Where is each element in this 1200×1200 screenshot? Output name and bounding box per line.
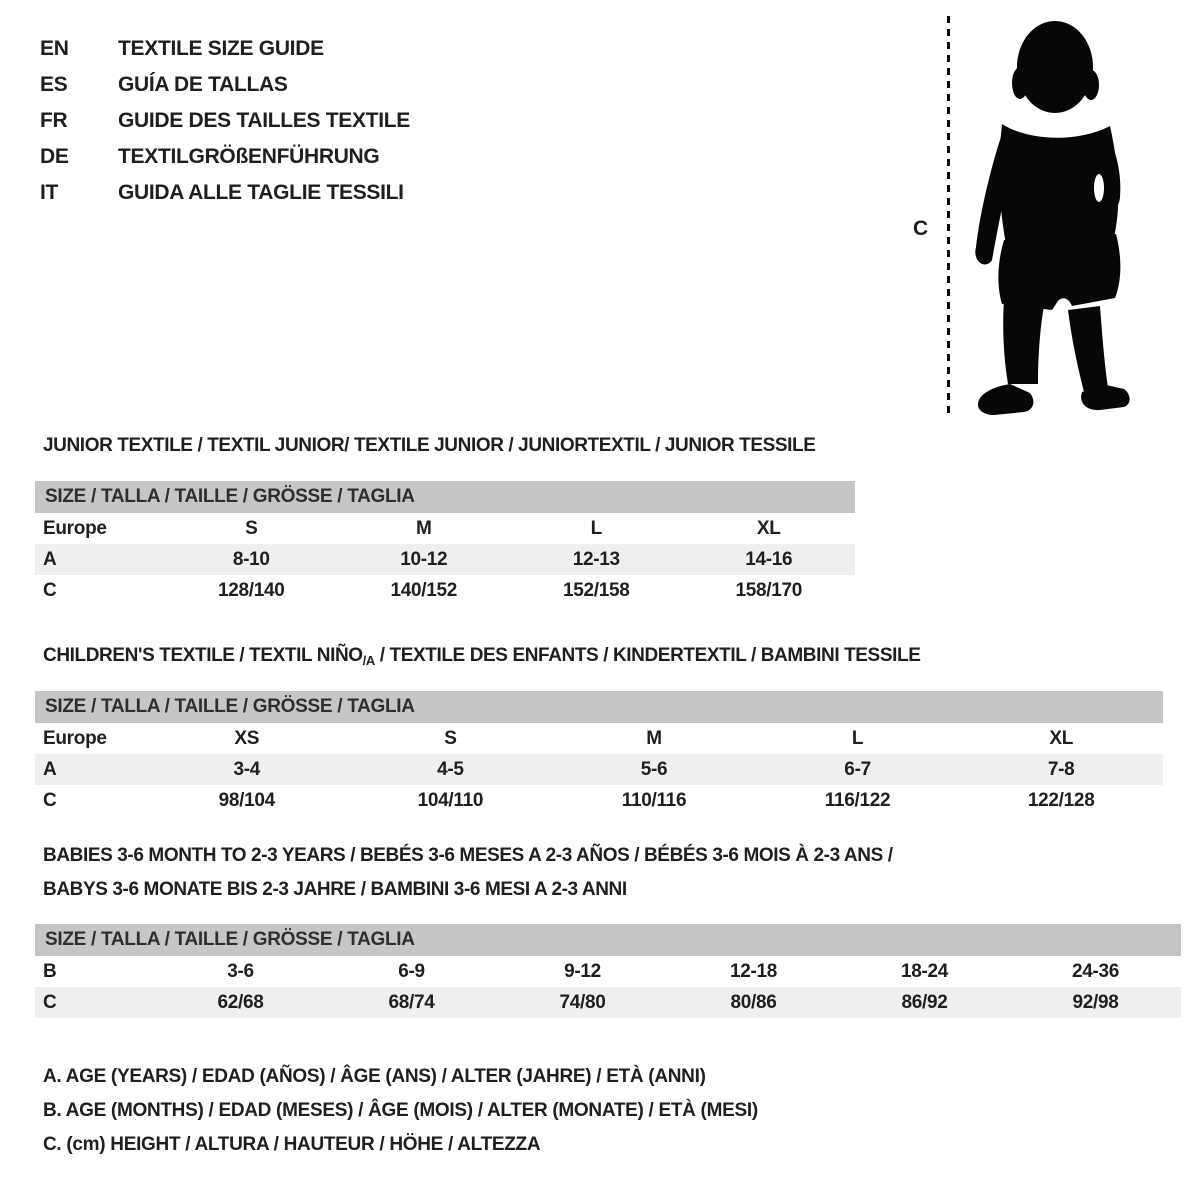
cell: 152/158 xyxy=(562,579,630,601)
row-label: B xyxy=(43,960,57,982)
cell: S xyxy=(444,727,457,749)
lang-code: ES xyxy=(40,73,68,96)
height-measure-label: C xyxy=(913,217,928,240)
size-header-bar xyxy=(35,924,1181,956)
cell: 24-36 xyxy=(1071,960,1120,982)
cell: L xyxy=(851,727,864,749)
table-row xyxy=(35,575,855,606)
row-label: A xyxy=(43,548,57,570)
children-size-table xyxy=(35,691,1163,816)
cell: 110/116 xyxy=(621,789,687,811)
cell: M xyxy=(415,517,432,539)
cell: 12-18 xyxy=(729,960,778,982)
lang-code: DE xyxy=(40,145,69,168)
row-label: Europe xyxy=(43,727,107,749)
row-label: C xyxy=(43,789,57,811)
cell: L xyxy=(590,517,602,539)
guide-title-it: GUIDA ALLE TAGLIE TESSILI xyxy=(118,181,404,204)
babies-size-table xyxy=(35,924,1181,1018)
cell: 4-5 xyxy=(437,758,464,780)
section-title-babies-line2: BABYS 3-6 MONATE BIS 2-3 JAHRE / BAMBINI 3-6 MESI A 2-3 ANNI xyxy=(43,879,627,900)
cell: 122/128 xyxy=(1027,789,1095,811)
cell: 128/140 xyxy=(217,579,285,601)
title-part: / TEXTILE DES ENFANTS / KINDERTEXTIL / BAMBINI TESSILE xyxy=(374,645,921,666)
cell: 86/92 xyxy=(901,991,948,1013)
cell: 9-12 xyxy=(564,960,601,982)
guide-title-es: GUÍA DE TALLAS xyxy=(118,73,288,96)
guide-title-en: TEXTILE SIZE GUIDE xyxy=(118,37,324,60)
cell: 18-24 xyxy=(900,960,949,982)
footnote-a: A. AGE (YEARS) / EDAD (AÑOS) / ÂGE (ANS) / ALTER (JAHRE) / ETÀ (ANNI) xyxy=(43,1066,706,1087)
cell: 140/152 xyxy=(390,579,458,601)
cell: 8-10 xyxy=(232,548,270,570)
cell: 12-13 xyxy=(572,548,620,570)
cell: 104/110 xyxy=(417,789,484,811)
footnote-b: B. AGE (MONTHS) / EDAD (MESES) / ÂGE (MOIS) / ALTER (MONATE) / ETÀ (MESI) xyxy=(43,1100,758,1121)
table-row xyxy=(35,785,1163,816)
cell: XS xyxy=(234,727,260,749)
lang-code: EN xyxy=(40,37,69,60)
row-label: C xyxy=(43,991,57,1013)
cell: 80/86 xyxy=(730,991,777,1013)
toddler-silhouette-icon xyxy=(960,12,1138,420)
lang-row-de xyxy=(40,139,410,175)
title-subscript: /A xyxy=(362,653,375,668)
lang-code: IT xyxy=(40,181,59,204)
cell: 116/122 xyxy=(824,789,891,811)
cell: 3-6 xyxy=(227,960,254,982)
row-label: C xyxy=(43,579,57,601)
cell: 92/98 xyxy=(1072,991,1119,1013)
table-row xyxy=(35,723,1163,754)
junior-size-table xyxy=(35,481,855,606)
section-title-children xyxy=(43,645,920,668)
lang-code: FR xyxy=(40,109,68,132)
guide-title-de: TEXTILGRÖßENFÜHRUNG xyxy=(118,145,380,168)
cell: 98/104 xyxy=(218,789,275,811)
cell: 158/170 xyxy=(735,579,803,601)
table-row xyxy=(35,754,1163,785)
lang-row-es xyxy=(40,67,410,103)
guide-title-fr: GUIDE DES TAILLES TEXTILE xyxy=(118,109,410,132)
lang-row-en xyxy=(40,31,410,67)
cell: XL xyxy=(756,517,781,539)
cell: 68/74 xyxy=(388,991,435,1013)
cell: XL xyxy=(1049,727,1074,749)
size-header-label: SIZE / TALLA / TAILLE / GRÖSSE / TAGLIA xyxy=(45,486,415,507)
cell: 14-16 xyxy=(745,548,793,570)
row-label: A xyxy=(43,758,57,780)
table-row xyxy=(35,987,1181,1018)
table-row xyxy=(35,956,1181,987)
language-header xyxy=(40,31,410,211)
cell: 74/80 xyxy=(559,991,606,1013)
cell: 5-6 xyxy=(640,758,668,780)
cell: M xyxy=(646,727,662,749)
cell: 6-7 xyxy=(844,758,871,780)
height-measure-dashed-line xyxy=(947,16,950,417)
table-row xyxy=(35,513,855,544)
lang-row-it xyxy=(40,175,410,211)
section-title-junior: JUNIOR TEXTILE / TEXTIL JUNIOR/ TEXTILE JUNIOR / JUNIORTEXTIL / JUNIOR TESSILE xyxy=(43,435,816,456)
size-header-bar xyxy=(35,691,1163,723)
cell: 10-12 xyxy=(400,548,448,570)
title-part: CHILDREN'S TEXTILE / TEXTIL NIÑO xyxy=(43,645,363,666)
footnote-c: C. (cm) HEIGHT / ALTURA / HAUTEUR / HÖHE / ALTEZZA xyxy=(43,1134,541,1155)
cell: 6-9 xyxy=(398,960,425,982)
footnotes xyxy=(43,1066,758,1168)
cell: 7-8 xyxy=(1047,758,1075,780)
section-title-babies-line1: BABIES 3-6 MONTH TO 2-3 YEARS / BEBÉS 3-6 MESES A 2-3 AÑOS / BÉBÉS 3-6 MOIS À 2-3 ANS / xyxy=(43,845,893,866)
cell: 3-4 xyxy=(233,758,261,780)
table-row xyxy=(35,544,855,575)
size-header-label: SIZE / TALLA / TAILLE / GRÖSSE / TAGLIA xyxy=(45,696,415,717)
size-header-label: SIZE / TALLA / TAILLE / GRÖSSE / TAGLIA xyxy=(45,929,415,950)
cell: 62/68 xyxy=(217,991,264,1013)
cell: S xyxy=(245,517,258,539)
size-header-bar xyxy=(35,481,855,513)
row-label: Europe xyxy=(43,517,107,539)
lang-row-fr xyxy=(40,103,410,139)
